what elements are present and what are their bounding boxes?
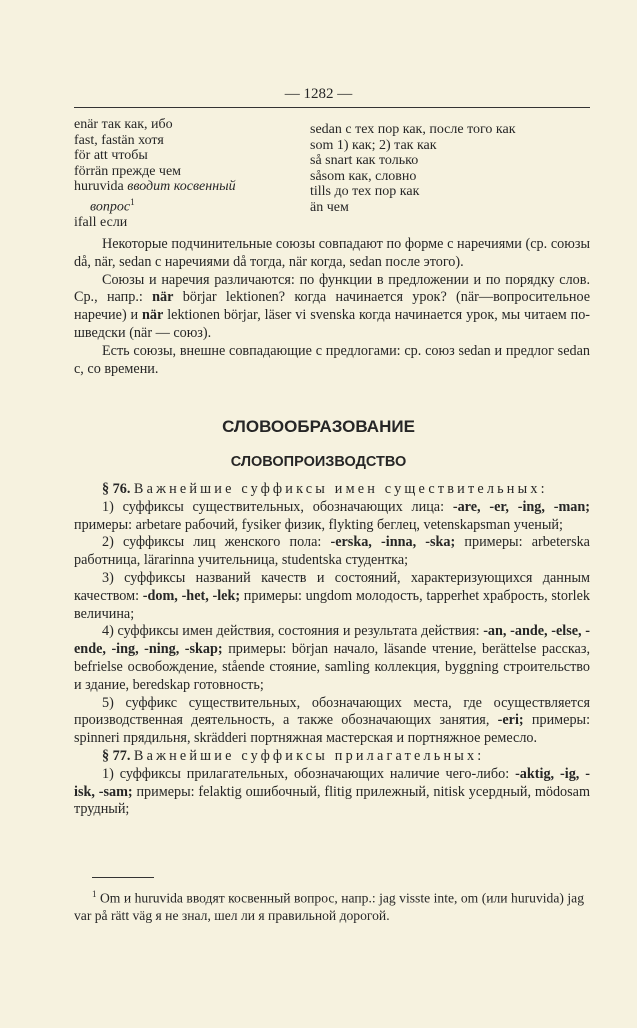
list-item — [74, 623, 590, 694]
bold-word: när — [152, 289, 174, 306]
item-examples: примеры: arbetare рабочий, fysiker физик, flykting беглец, vetenskapsman ученый; — [74, 516, 563, 533]
item-examples: примеры: början начало, läsande чтение, berättelse рассказ, befrielse освобождение, stående стояние, samling коллекция, byggning строительство и здание, beredskap готовность; — [74, 641, 590, 693]
section-title-text: Важнейшие суффиксы имен существительных: — [133, 481, 548, 497]
list-item: såsom как, словно — [310, 168, 417, 184]
bold-word: när — [142, 307, 164, 324]
footnote-marker: 1 — [92, 889, 97, 899]
list-item — [74, 766, 590, 819]
item-examples: примеры: arbeterska работница, lärarinna учительница, studentska студентка; — [74, 534, 590, 569]
list-item-note: вопрос — [90, 199, 131, 215]
suffix-list: -erska, -inna, -ska; — [330, 534, 456, 551]
list-item: tills до тех пор как — [310, 184, 420, 199]
list-item: förrän прежде чем — [74, 163, 182, 179]
item-text: 3) суффиксы названий качеств и состояний, характеризующихся данным качеством: — [74, 569, 590, 604]
header-rule — [74, 107, 590, 108]
paragraph-text: Союзы и наречия различаются: по функции в предложении и по порядку слов. Ср., напр.: — [74, 271, 590, 306]
page-number: — 1282 — — [284, 86, 353, 102]
list-item — [74, 499, 590, 535]
section-heading: СЛОВООБРАЗОВАНИЕ — [222, 417, 415, 436]
list-item — [74, 570, 590, 623]
section-title — [74, 481, 590, 499]
item-text: 5) суффикс существительных, обозначающих места, где осуществляется производственная деятельность, а также обозначающих занятия, — [74, 694, 590, 729]
footnote — [74, 886, 584, 925]
suffix-list: -aktig, -ig, -isk, -sam; — [74, 765, 590, 800]
suffix-list: -dom, -het, -lek; — [142, 587, 241, 604]
list-item-word: huruvida — [74, 179, 124, 194]
list-item: än чем — [310, 199, 349, 215]
footnote-rule — [92, 877, 154, 878]
subsection-heading: СЛОВОПРОИЗВОДСТВО — [230, 454, 407, 470]
suffix-list: -are, -er, -ing, -man; — [452, 498, 591, 515]
paragraph: Некоторые подчинительные союзы совпадают по форме с наречиями (ср. союзы då, när, sedan с наречиями då тогда, när когда, sedan после этого). — [74, 236, 590, 270]
item-text: 4) суффиксы имен действия, состояния и результата действия: — [102, 623, 480, 640]
section-76 — [74, 481, 590, 819]
suffix-list: -an, -ande, -else, -ende, -ing, -ning, -skap; — [74, 623, 590, 658]
item-text: 1) суффиксы существительных, обозначающих лица: — [102, 498, 445, 515]
list-item — [74, 179, 294, 195]
section-title — [74, 748, 590, 766]
item-examples: примеры: ungdom молодость, tapperhet храбрость, storlek величина; — [74, 587, 591, 622]
list-item — [74, 534, 590, 570]
section-title-text: Важнейшие суффиксы прилагательных: — [133, 747, 485, 764]
list-item: sedan с тех пор как, после того как — [310, 122, 516, 137]
footnote-body: Om и huruvida вводят косвенный вопрос, напр.: jag visste inte, om (или huruvida) jag var på rätt väg я не знал, шел ли я правильной дорогой. — [74, 890, 584, 924]
list-item-note: вводит косвенный — [127, 179, 236, 194]
list-item-continuation — [74, 195, 294, 215]
conjunction-list-left — [74, 117, 294, 230]
list-item — [74, 695, 590, 748]
item-examples: примеры: spinneri прядильня, skrädderi портняжная мастерская и портняжное ремесло. — [74, 712, 591, 747]
item-text: 1) суффиксы прилагательных, обозначающих наличие чего-либо: — [102, 765, 510, 782]
conjunction-paragraphs — [74, 236, 590, 378]
list-item: fast, fastän хотя — [74, 132, 164, 148]
section-number: § 76. — [102, 481, 131, 497]
item-examples: примеры: felaktig ошибочный, flitig прилежный, nitisk усердный, mödosam трудный; — [74, 783, 590, 818]
footnote-text — [74, 886, 584, 925]
list-item: enär так как, ибо — [74, 117, 173, 132]
paragraph-text: börjar lektionen? когда начинается урок? (när—вопросительное наречие) и — [74, 289, 591, 324]
suffix-list: -eri; — [497, 712, 524, 729]
paragraph: Есть союзы, внешне совпадающие с предлогами: ср. союз sedan и предлог sedan с, со времени. — [74, 342, 590, 377]
footnote-marker: 1 — [130, 196, 135, 207]
paragraph — [74, 272, 590, 343]
list-item: som 1) как; 2) так как — [310, 137, 437, 153]
conjunction-list-right — [310, 122, 594, 215]
list-item: för att чтобы — [74, 148, 148, 163]
item-text: 2) суффиксы лиц женского пола: — [102, 534, 322, 551]
list-item: ifall если — [74, 214, 128, 230]
section-number: § 77. — [102, 747, 131, 764]
list-item: så snart как только — [310, 153, 419, 168]
paragraph-text: lektionen börjar, läser vi svenska когда начинается урок, мы читаем по-шведски (när — союз). — [74, 307, 591, 341]
